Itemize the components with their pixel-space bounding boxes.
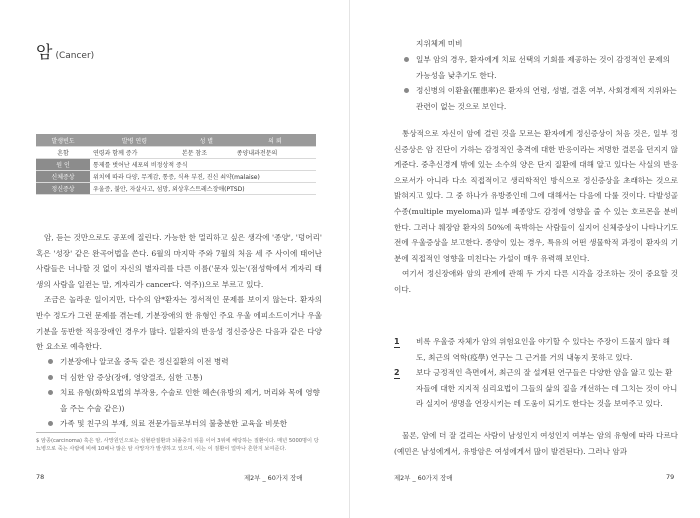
bullet-dot-icon	[48, 390, 53, 395]
list-item	[402, 52, 678, 83]
list-item	[46, 354, 322, 370]
body-paragraph	[394, 428, 678, 459]
table-cell: 우울증, 불안, 자살사고, 섬망, 외상후스트레스장애(PTSD)	[90, 183, 316, 195]
bullet-dot-icon	[48, 375, 53, 380]
chapter-title-ko: 암	[36, 43, 53, 63]
list-item-text: 더 심한 암 증상(장애, 영양결조, 심한 고통)	[60, 372, 203, 382]
table-row	[36, 171, 316, 183]
list-item	[46, 416, 322, 432]
list-item-text: 정신병의 이환율(罹患率)은 환자의 연령, 성별, 결혼 여부, 사회경제적 지위와는 관련이 없는 것으로 보인다.	[416, 86, 677, 111]
list-item-text: 치료 유형(화학요법의 부작용, 수술로 인한 혜손(유방의 제거, 머리와 목에 영향을 주는 수술 같은))	[60, 388, 320, 413]
list-item	[394, 334, 678, 365]
paragraph-text: 조금은 놀라운 일이지만, 다수의 암*환자는 정서적인 문제를 보이지 않는다. 환자의 반수 정도가 그런 문제를 겪는데, 기분장애의 한 유형인 주요 우울 에피소드이거나 우울기분을 동반한 적응장애인 경우가 많다. 일환자의 반응성 정신증상은 다음과 같은 다양한 요소로 예측한다.	[36, 295, 322, 352]
table-header-row	[36, 134, 316, 147]
table-header-cell: 발병 연령	[90, 134, 179, 147]
footnote: $ 암종(carcinoma) 혹은 암, 사망원인으로는 심혈관질환과 뇌졸중의 뒤를 이어 3위에 해당하는 질환이다. 매년 5000명이 당뇨병으로 죽는 사람에 비해 10배나 많은 암 사망자가 발생하고 있으며, 이는 이 질환이 얼마나 흔한지 보여준다.	[36, 438, 319, 453]
disorder-summary-table	[36, 134, 316, 195]
footnote-divider	[36, 432, 116, 433]
table-header-cell: 성 별	[179, 134, 234, 147]
table-row	[36, 147, 316, 159]
bullet-list	[402, 52, 678, 114]
right-page	[350, 0, 700, 518]
table-cell: 본문 참조	[179, 147, 234, 159]
table-cell: 연령과 함께 증가	[90, 147, 179, 159]
bullet-dot-icon	[404, 57, 409, 62]
list-item-text: 보다 긍정적인 측면에서, 최근의 잘 설계된 연구들은 다양한 암을 앓고 있는 환자들에 대한 지지적 심리요법이 그들의 삶의 질을 개선하는 데 그치는 것이 아니라 실지어 생명을 연장시키는 데 도움이 되기도 한다는 것을 보여주고 있다.	[416, 368, 678, 409]
table-cell: 종양내과전문의	[234, 147, 316, 159]
list-item-text: 비록 우울증 자체가 암의 위험요인을 야기할 수 있다는 주장이 드물지 않다 해도, 최근의 역학(疫學) 연구는 그 근거를 거의 내놓지 못하고 있다.	[416, 337, 670, 362]
table-row	[36, 159, 316, 171]
list-item-text: 기분장애나 알코올 중독 같은 정신질환의 이전 병력	[60, 357, 229, 366]
page-number: 78	[36, 473, 45, 481]
list-number: 2	[394, 368, 400, 378]
table-cell: 위치에 따라 다양, 무게감, 통증, 식욕 부진, 진신 쇠약(malaise)	[90, 171, 316, 183]
table-header-cell: 의 뢰	[234, 134, 316, 147]
table-row-label: 신체증상	[36, 171, 90, 183]
table-row	[36, 183, 316, 195]
page-number: 79	[666, 473, 675, 481]
running-footer: 제2부 _ 60가지 장애	[394, 474, 453, 482]
table-cell: 흔함	[36, 147, 90, 159]
continued-line	[416, 36, 678, 52]
list-item	[394, 365, 678, 412]
bullet-dot-icon	[48, 359, 53, 364]
table-row-label: 정신증상	[36, 183, 90, 195]
table-header-cell: 발생빈도	[36, 134, 90, 147]
chapter-title-en: (Cancer)	[55, 51, 95, 61]
paragraph-text: 물론, 암에 더 잘 걸리는 사람이 남성인지 여성인지 여부는 암의 유형에 따라 다르다(예민은 남성에게서, 유방암은 여성에게서 많이 발견된다). 그러나 암과	[394, 431, 678, 456]
list-number: 1	[394, 337, 400, 346]
bullet-dot-icon	[48, 421, 53, 426]
table-cell: 통제를 벗어난 세포의 비정상적 증식	[90, 159, 316, 171]
paragraph-text: 여기서 정신장애와 암의 관계에 관해 두 가지 다른 시각을 강조하는 것이 중요할 것이다.	[394, 269, 678, 294]
table-row-label: 원 인	[36, 159, 90, 171]
list-item	[402, 83, 678, 114]
bullet-list	[46, 354, 322, 432]
paragraph-text: 지위체계 미비	[416, 39, 463, 48]
body-paragraph	[394, 126, 678, 298]
list-item	[46, 370, 322, 386]
list-item-text: 일부 암의 경우, 환자에게 치료 선택의 기회를 제공하는 것이 감정적인 문제의 가능성을 낮추기도 한다.	[416, 55, 670, 80]
paragraph-text: 암, 듣는 것만으로도 공포에 질린다. 가능한 한 멀리하고 싶은 생각에 '종양', '덩어리' 혹은 '성장' 같은 완곡어법을 쓴다. 6월의 마지막 주와 7월의 처음 세 주 사이에 태어난 사람들은 너나할 것 없이 자신의 별자리를 다른 이름('문자 있는'(점성학에서 게자리 태생의 사람을 일컫는 말, 게자리가 cancer다. 역주))으로 부르고 있다.	[36, 233, 322, 289]
bullet-dot-icon	[404, 88, 409, 93]
list-item	[46, 385, 322, 416]
running-footer: 제2부 _ 60가지 장애	[244, 474, 303, 482]
chapter-title	[36, 38, 94, 63]
paragraph-text: 통상적으로 자신이 암에 걸린 것을 모르는 환자에게 정신증상이 처음 것은, 일부 정신증상은 암 진단이 가하는 감정적인 충격에 대한 반응이라는 저명한 결론을 던지지 않게준다. 중추신경계 밖에 있는 소수의 양은 단지 질환에 대해 알고 있다는 사실의 반응으로서가 아니라 다소 직접적이고 생리학적인 방식으로 정신증상을 초래하는 것으로 밝혀지고 있다. 그 중 하나가 유방종인데 그에 대해서는 다음에 다룰 것이다. 다발성골수종(multiple myeloma)과 일부 폐종양도 감정에 영향을 줄 수 있는 호르몬을 분비한다. 그러나 췌장암 환자의 50%에 육박하는 사람들이 실지어 신체증상이 나타나기도 전에 우울증상을 보고한다. 종양이 있는 경우, 특유의 어떤 생물학적 과정이 환자의 기분에 직접적인 영향을 미친다는 가설이 매우 유력해 보인다.	[394, 129, 678, 263]
numbered-list	[394, 334, 678, 412]
list-item-text: 가족 및 친구의 부재, 의료 전문가들로부터의 불충분한 교육을 비롯한	[60, 419, 288, 429]
body-paragraph	[36, 230, 322, 355]
